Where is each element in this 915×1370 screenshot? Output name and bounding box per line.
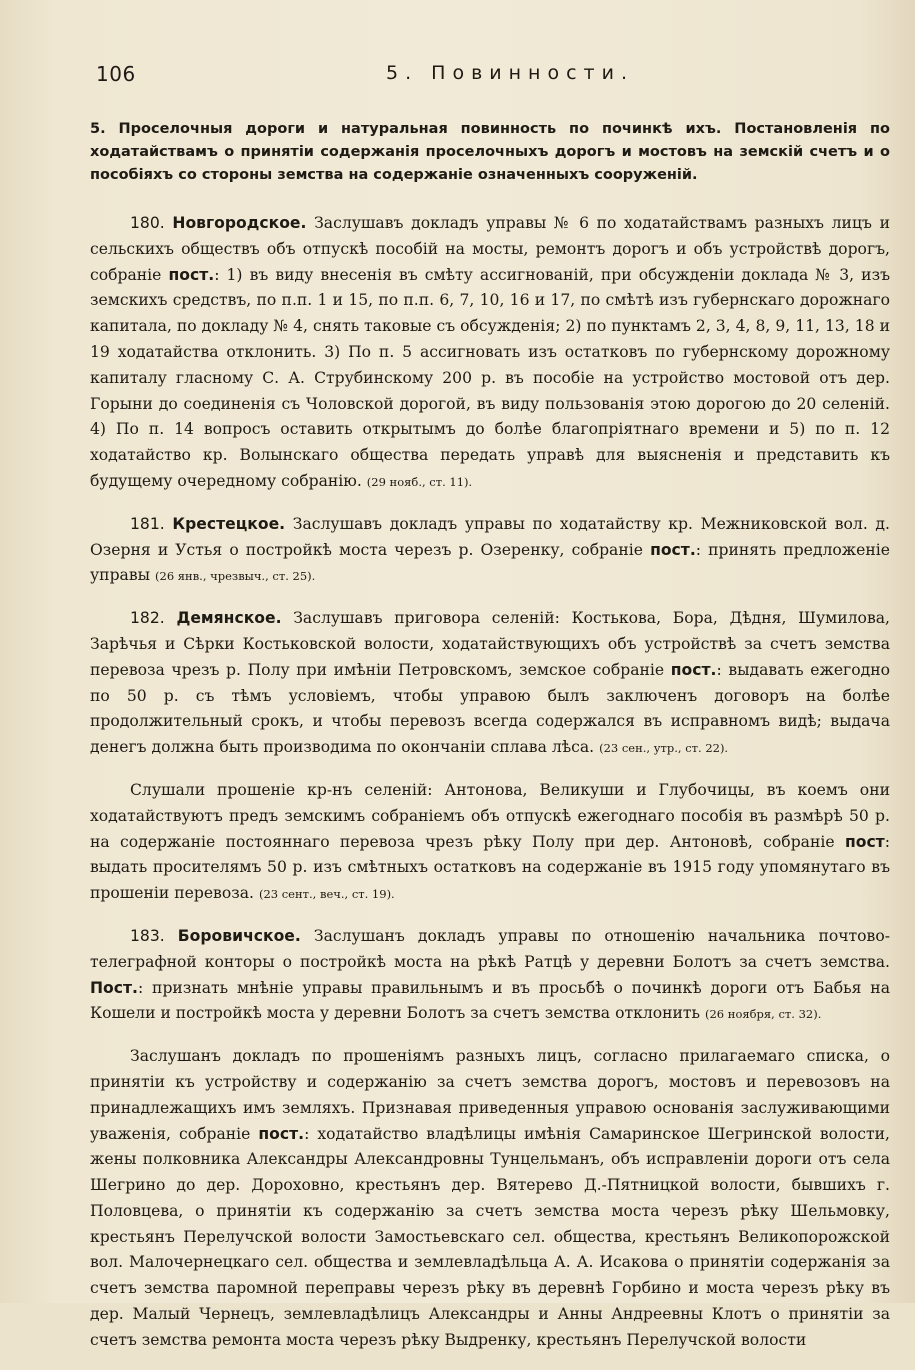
paragraph-181 xyxy=(90,512,890,590)
district-label: Демянское. xyxy=(176,609,282,628)
resolution-keyword: Пост. xyxy=(90,978,138,997)
resolution-keyword: пост. xyxy=(258,1124,305,1143)
paragraph-180 xyxy=(90,211,890,496)
citation: (23 сент., веч., ст. 19). xyxy=(258,887,395,902)
paragraph-text: Слушали прошеніе кр-нъ селеній: Антонова, Великуши и Глубочицы, въ коемъ они ходатайствуютъ предъ земскимъ собраніемъ объ отпускѣ ежегоднаго пособія въ размѣрѣ 50 р. на содержаніе постояннаго перевоза чрезъ рѣку Полу при дер. Антоновѣ, собраніе xyxy=(90,780,890,851)
paragraph-text: Заслушавъ приговора селеній: Костькова, Бора, Дѣдня, Шумилова, Зарѣчья и Сѣрки Костьковской волости, ходатайствующихъ объ устройствѣ за счетъ земства перевоза чрезъ р. Полу при имѣніи Петровскомъ, земское собраніе xyxy=(90,609,890,679)
paragraph-text: : признать мнѣніе управы правильнымъ и въ просьбѣ о починкѣ дороги отъ Бабья на Кошели и постройкѣ моста у деревни Болотъ за счетъ земства отклонить xyxy=(90,978,890,1023)
resolution-keyword: пост. xyxy=(168,265,215,284)
paragraph-183-cont xyxy=(90,1044,890,1354)
paragraph-text: : 1) въ виду внесенія въ смѣту ассигнованій, при обсужденіи доклада № 3, изъ земскихъ средствъ, по п.п. 1 и 15, по п.п. 6, 7, 10, 16 и 17, по смѣтѣ изъ губернскаго дорожнаго капитала, по докладу № 4, снять таковые съ обсужденія; 2) по пунктамъ 2, 3, 4, 8, 9, 11, 13, 18 и 19 ходатайства отклонить. 3) По п. 5 ассигновать изъ остатковъ по губернскому дорожному капиталу гласному С. А. Струбинскому 200 р. въ пособіе на устройство мостовой отъ дер. Горыни до соединенія съ Чоловской дорогой, въ виду пользованія этою дорогою до 20 селеній. 4) По п. 14 вопросъ оставить открытымъ до болѣе благопріятнаго времени и 5) по п. 12 ходатайство кр. Волынскаго общества передать управѣ для выясненія и представить къ будущему очередному собранію. xyxy=(90,265,890,490)
citation: (29 нояб., ст. 11). xyxy=(366,474,473,489)
citation: (23 сен., утр., ст. 22). xyxy=(599,741,729,756)
citation: (26 ноября, ст. 32). xyxy=(705,1007,822,1022)
resolution-keyword: пост. xyxy=(670,660,717,679)
paragraph-number: 180. xyxy=(130,214,165,232)
page-number: 106 xyxy=(96,62,136,86)
page-content xyxy=(90,118,890,1370)
paragraph-182-cont xyxy=(90,778,890,908)
district-label: Новгородское. xyxy=(172,214,307,232)
district-label: Боровичское. xyxy=(177,926,301,945)
paragraph-number: 183. xyxy=(130,926,165,945)
paragraph-text: : ходатайство владѣлицы имѣнія Самаринское Шегринской волости, жены полковника Александры Александровны Тунцельманъ, объ исправленіи дороги отъ села Шегрино до дер. Дороховно, крестьянъ дер. Вятерево Д.-Пятницкой волости, бывшихъ г. Половцева, о принятіи къ содержанію за счетъ земства моста черезъ рѣку Шельмовку, крестьянъ Перелучской волости Замостьевскаго сел. общества, крестьянъ Великопорожской вол. Малочернецкаго сел. общества и землевладѣльца А. А. Исакова о принятіи содержанія за счетъ земства паромной переправы черезъ рѣку въ деревнѣ Горбино и моста черезъ рѣку въ дер. Малый Чернецъ, землевладѣлицъ Александры и Анны Андреевны Клотъ о принятіи за счетъ земства ремонта моста черезъ рѣку Выдренку, крестьянъ Перелучской волости xyxy=(90,1124,890,1349)
paragraph-text: : принять предложеніе управы xyxy=(90,540,890,585)
paragraph-text: Заслушавъ докладъ управы № 6 по ходатайствамъ разныхъ лицъ и сельскихъ обществъ объ отпускѣ пособій на мосты, ремонтъ дорогъ и объ устройствѣ дорогъ, собраніе xyxy=(90,214,890,284)
paragraph-text: Заслушанъ докладъ по прошеніямъ разныхъ лицъ, согласно прилагаемаго списка, о принятіи къ устройству и содержанію за счетъ земства дорогъ, мостовъ и перевозовъ на принадлежащихъ имъ земляхъ. Признавая приведенныя управою основанія заслуживающими уваженія, собраніе xyxy=(90,1047,890,1143)
citation: (26 янв., чрезвыч., ст. 25). xyxy=(155,569,316,584)
paragraph-183 xyxy=(90,924,890,1028)
section-title: 5. Проселочныя дороги и натуральная повинность по починкѣ ихъ. Постановленія по ходатайствамъ о принятіи содержанія проселочныхъ дорогъ и мостовъ на земскій счетъ и о пособіяхъ со стороны земства на содержаніе означенныхъ сооруженій. xyxy=(90,121,890,183)
paragraph-text: : выдавать ежегодно по 50 р. съ тѣмъ условіемъ, чтобы управою былъ заключенъ договоръ на болѣе продолжительный срокъ, и чтобы перевозъ всегда содержался въ исправномъ видѣ; выдача денегъ должна быть производима по окончаніи сплава лѣса. xyxy=(90,660,890,757)
paragraph-182 xyxy=(90,606,890,762)
resolution-keyword: пост xyxy=(844,832,885,851)
paragraph-number: 182. xyxy=(130,609,165,628)
paragraph-number: 181. xyxy=(130,514,165,533)
running-title: 5. Повинности. xyxy=(386,62,634,84)
page-header xyxy=(96,62,875,88)
paragraph-text: Заслушанъ докладъ управы по отношенію начальника почтово-телеграфной конторы о постройкѣ моста на рѣкѣ Ратцѣ у деревни Болотъ за счетъ земства. xyxy=(90,926,890,971)
paragraph-text: : выдать просителямъ 50 р. изъ смѣтныхъ остатковъ на содержаніе въ 1915 году упомянутаго въ прошеніи перевоза. xyxy=(90,832,890,903)
district-label: Крестецкое. xyxy=(172,514,286,533)
resolution-keyword: пост. xyxy=(650,540,696,559)
paragraph-text: Заслушавъ докладъ управы по ходатайству кр. Межниковской вол. д. Озерня и Устья о постройкѣ моста черезъ р. Озеренку, собраніе xyxy=(90,514,890,559)
